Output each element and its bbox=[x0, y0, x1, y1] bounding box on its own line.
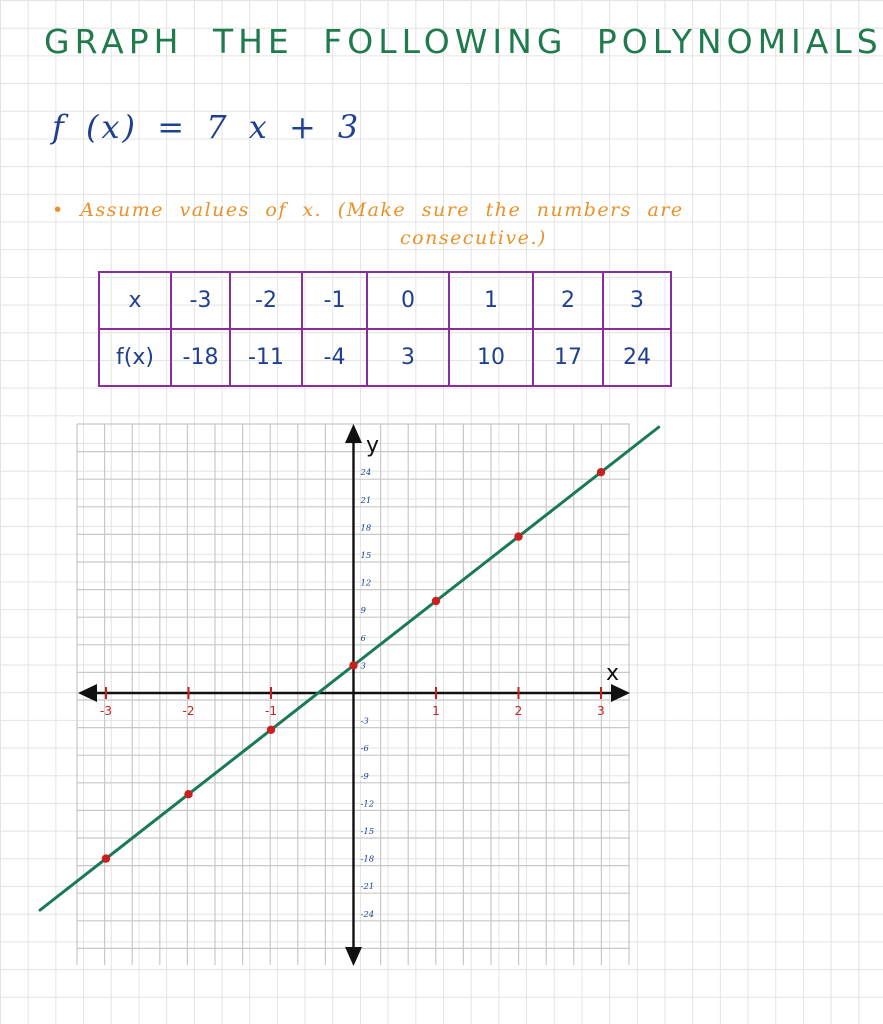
table-cell: 1 bbox=[449, 272, 533, 329]
x-tick-label: 2 bbox=[514, 704, 523, 718]
table-cell: 3 bbox=[367, 329, 449, 386]
table-cell: 3 bbox=[603, 272, 671, 329]
y-axis-arrow-down bbox=[345, 947, 362, 966]
table-cell: -3 bbox=[171, 272, 230, 329]
y-tick-label: -12 bbox=[360, 799, 375, 810]
page-title: GRAPH THE FOLLOWING POLYNOMIALS bbox=[44, 22, 883, 61]
data-point bbox=[432, 597, 440, 605]
table-cell: 2 bbox=[533, 272, 603, 329]
data-point bbox=[102, 854, 110, 862]
y-axis-label: y bbox=[366, 433, 380, 458]
x-tick-label: -3 bbox=[100, 704, 112, 718]
y-tick-label: -6 bbox=[360, 744, 369, 755]
note-line-2: consecutive.) bbox=[400, 227, 547, 249]
table-cell: -11 bbox=[230, 329, 302, 386]
y-tick-label: 21 bbox=[360, 495, 372, 506]
table-cell: 24 bbox=[603, 329, 671, 386]
table-header-fx: f(x) bbox=[99, 329, 171, 386]
x-axis-arrow-left bbox=[78, 684, 97, 702]
data-point bbox=[597, 468, 605, 476]
table-cell: -2 bbox=[230, 272, 302, 329]
y-tick-label: 15 bbox=[360, 551, 372, 561]
data-point bbox=[349, 661, 357, 669]
note-line-1: • Assume values of x. (Make sure the numbers are bbox=[52, 199, 684, 221]
table-cell: 10 bbox=[449, 329, 533, 386]
y-tick-label: 18 bbox=[360, 523, 372, 534]
y-tick-label: -18 bbox=[360, 854, 375, 865]
table-cell: -18 bbox=[171, 329, 230, 386]
y-axis-arrow-up bbox=[345, 424, 362, 443]
y-tick-label: 24 bbox=[360, 468, 372, 479]
x-tick-label: -1 bbox=[265, 704, 277, 718]
table-cell: 17 bbox=[533, 329, 603, 386]
x-tick-label: 3 bbox=[597, 704, 605, 718]
table-cell: -1 bbox=[302, 272, 367, 329]
data-point bbox=[267, 726, 275, 734]
x-tick-label: 1 bbox=[432, 704, 440, 718]
y-tick-label: 3 bbox=[360, 661, 366, 672]
equation: f (x) = 7 x + 3 bbox=[52, 108, 362, 146]
table-header-x: x bbox=[99, 272, 171, 329]
data-point bbox=[514, 532, 522, 540]
x-axis-arrow-right bbox=[611, 684, 630, 702]
table-cell: 0 bbox=[367, 272, 449, 329]
y-tick-label: -9 bbox=[360, 771, 369, 782]
y-tick-label: 12 bbox=[360, 578, 372, 589]
y-tick-label: -24 bbox=[360, 909, 375, 920]
y-tick-label: -15 bbox=[360, 827, 375, 837]
y-tick-label: 9 bbox=[360, 606, 366, 617]
table-cell: -4 bbox=[302, 329, 367, 386]
x-tick-label: -2 bbox=[182, 704, 195, 718]
y-tick-label: -3 bbox=[360, 716, 369, 727]
y-tick-label: 6 bbox=[360, 633, 366, 644]
x-axis-label: x bbox=[606, 661, 620, 686]
data-point bbox=[184, 790, 192, 798]
y-tick-label: -21 bbox=[360, 882, 375, 893]
